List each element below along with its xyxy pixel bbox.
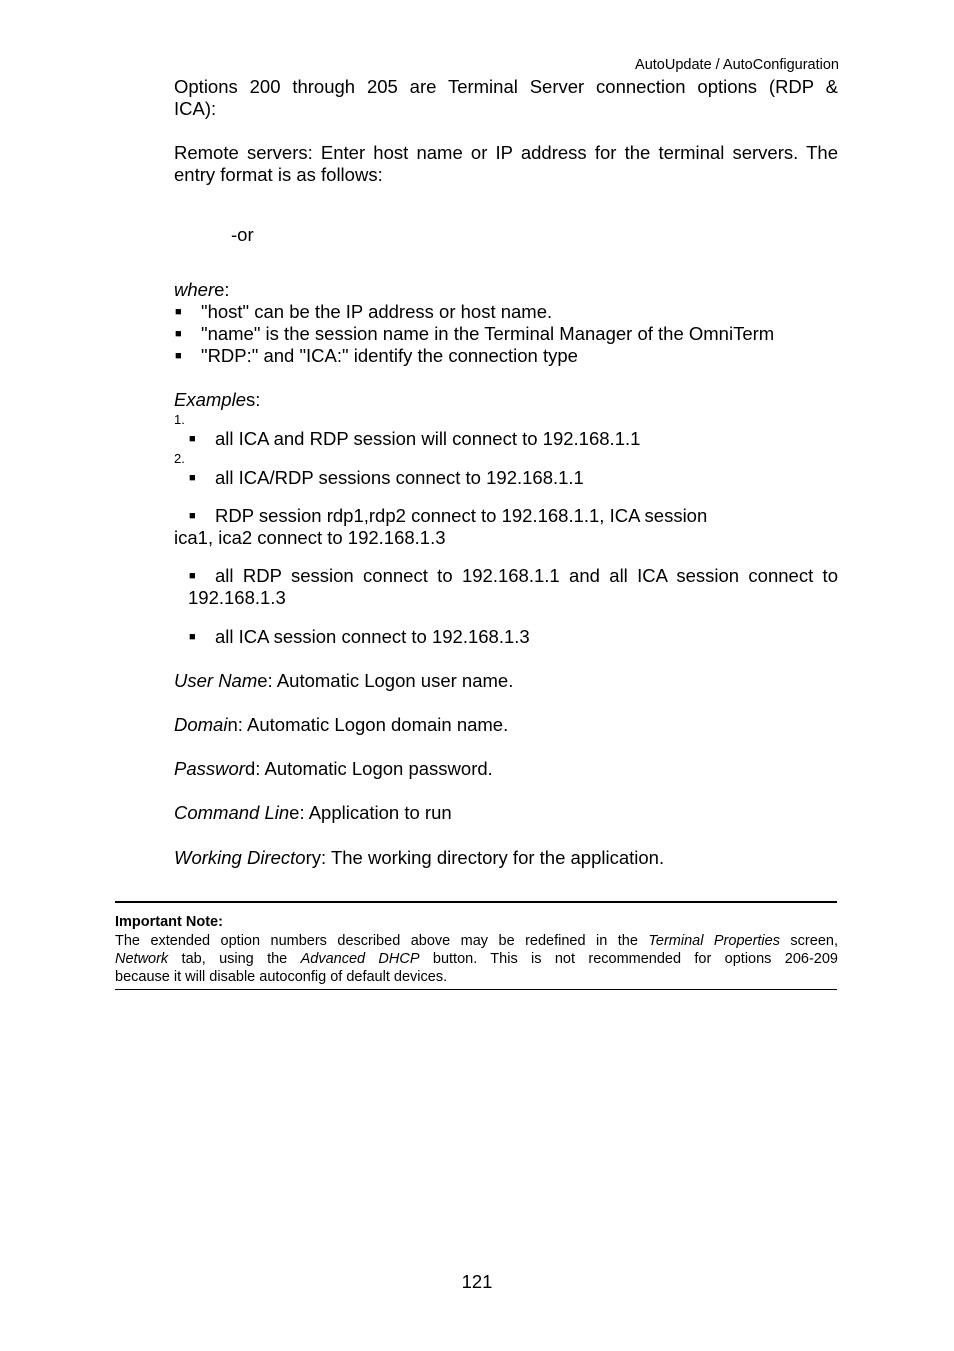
note-bottom-rule (115, 989, 837, 990)
examples-italic: Example (174, 389, 246, 410)
field-description: n: Automatic Logon domain name. (227, 714, 509, 735)
field-label: Passwor (174, 758, 245, 779)
field-description: d: Automatic Logon password. (244, 758, 493, 779)
bullet-icon: ■ (189, 433, 196, 445)
example-item-4-continued: 192.168.1.3 (188, 587, 286, 608)
example-item-1: all ICA and RDP session will connect to 192.168.1.1 (215, 428, 641, 449)
field-description: ry: The working directory for the application. (305, 847, 665, 868)
examples-rest: s: (245, 389, 261, 410)
example-item-2: all ICA/RDP sessions connect to 192.168.1.1 (215, 467, 584, 488)
page-number: 121 (461, 1271, 493, 1292)
examples-heading (174, 389, 260, 411)
example-number-1: 1. (174, 412, 185, 427)
note-line-1: The extended option numbers described above may be redefined in the Terminal Properties screen, (115, 933, 838, 949)
field-label: Working Directo (174, 847, 306, 868)
example-number-2: 2. (174, 451, 185, 466)
where-item-3: "RDP:" and "ICA:" identify the connection type (201, 345, 578, 366)
remote-servers-line-2: entry format is as follows: (174, 164, 383, 185)
note-title: Important Note: (115, 914, 223, 930)
field-label: Domai (174, 714, 228, 735)
where-item-1: "host" can be the IP address or host name. (201, 301, 553, 322)
example-item-5: all ICA session connect to 192.168.1.3 (215, 626, 530, 647)
note-line-3: because it will disable autoconfig of default devices. (115, 969, 448, 985)
intro-line-2: ICA): (174, 98, 217, 119)
field-description: e: Application to run (289, 802, 452, 823)
bullet-icon: ■ (189, 570, 196, 582)
bullet-icon: ■ (189, 631, 196, 643)
or-text: -or (231, 224, 254, 245)
example-item-3: RDP session rdp1,rdp2 connect to 192.168.1.1, ICA session (215, 505, 708, 526)
bullet-icon: ■ (189, 510, 196, 522)
field-domain (174, 714, 508, 736)
bullet-icon: ■ (175, 350, 182, 362)
example-item-3-continued: ica1, ica2 connect to 192.168.1.3 (174, 527, 446, 548)
remote-servers-line-1: Remote servers: Enter host name or IP address for the terminal servers. The (174, 142, 838, 163)
example-item-4: all RDP session connect to 192.168.1.1 and all ICA session connect to (215, 565, 838, 586)
field-command-line (174, 802, 452, 824)
running-header: AutoUpdate / AutoConfiguration (635, 57, 839, 73)
bullet-icon: ■ (175, 306, 182, 318)
where-item-2: "name" is the session name in the Terminal Manager of the OmniTerm (201, 323, 775, 344)
bullet-icon: ■ (189, 472, 196, 484)
field-description: e: Automatic Logon user name. (257, 670, 514, 691)
note-line-2: Network tab, using the Advanced DHCP button. This is not recommended for options 206-209 (115, 951, 838, 967)
where-rest: e: (214, 279, 230, 300)
field-working-directory (174, 847, 664, 869)
field-user-name (174, 670, 513, 692)
bullet-icon: ■ (175, 328, 182, 340)
field-label: Command Lin (174, 802, 290, 823)
where-heading (174, 279, 230, 301)
where-italic: wher (174, 279, 215, 300)
field-password (174, 758, 493, 780)
field-label: User Nam (174, 670, 258, 691)
intro-line-1: Options 200 through 205 are Terminal Server connection options (RDP & (174, 76, 838, 97)
note-top-rule (115, 901, 837, 903)
